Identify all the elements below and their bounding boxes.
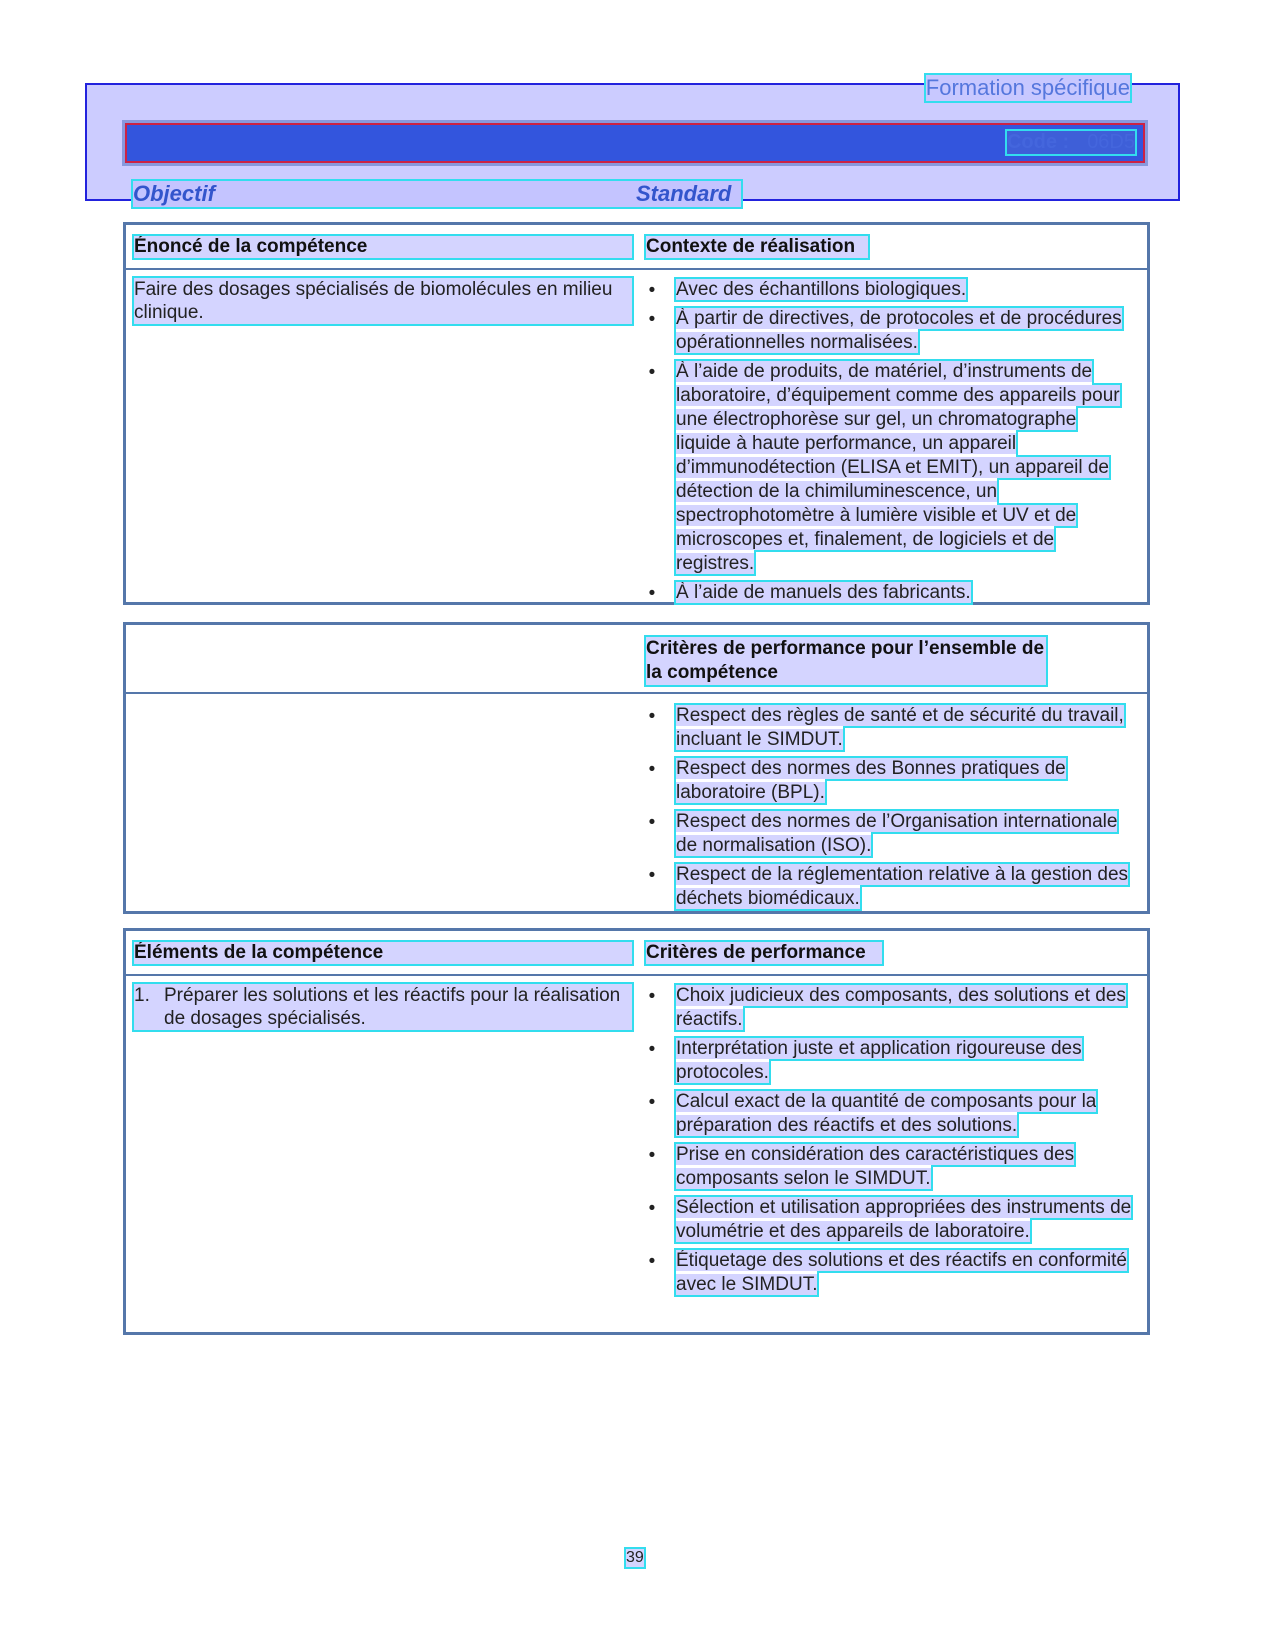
criteres-header: Critères de performance — [646, 942, 882, 964]
list-item: • Respect des règles de santé et de sécurité du travail, incluant le SIMDUT. — [648, 705, 1124, 750]
list-item: • À l’aide de manuels des fabricants. — [648, 582, 971, 604]
code-value: 06D5 — [1087, 131, 1135, 153]
list-item: • À partir de directives, de protocoles et de procédures opérationnelles normalisées. — [648, 308, 1122, 353]
list-item: • Respect des normes de l’Organisation internationale de normalisation (ISO). — [648, 811, 1118, 856]
enonce-text: Faire des dosages spécialisés de biomolécules en milieu clinique. — [134, 278, 632, 324]
element-1 — [134, 984, 632, 1030]
elements-header: Éléments de la compétence — [134, 942, 632, 964]
list-item: • Sélection et utilisation appropriées des instruments de volumétrie et des appareils de laboratoire. — [648, 1197, 1132, 1242]
table-header — [126, 931, 1147, 976]
objectif-heading: Objectif Standard — [133, 181, 741, 207]
element-number: 1. — [134, 985, 150, 1006]
list-item: • Calcul exact de la quantité de composants pour la préparation des réactifs et des solutions. — [648, 1091, 1097, 1136]
list-item: • Étiquetage des solutions et des réactifs en conformité avec le SIMDUT. — [648, 1250, 1127, 1295]
table-enonce — [123, 222, 1150, 605]
table-header — [126, 625, 1147, 694]
list-item: • À l’aide de produits, de matériel, d’instruments de laboratoire, d’équipement comme des appareils pour une électrophorèse sur gel, un chromatographe liquide à haute performance, un appareil d’immunodétection (ELISA et EMIT), un appareil de détection de la chimiluminescence, un spectrophotomètre à lumière visible et UV et de microscopes et, finalement, de logiciels et de registres. — [648, 361, 1120, 574]
standard-heading: Standard — [636, 181, 732, 206]
page-number: 39 — [626, 1549, 644, 1566]
criteres-ensemble-list — [646, 704, 1136, 916]
formation-title: Formation spécifique — [925, 75, 1130, 100]
element-text: Préparer les solutions et les réactifs pour la réalisation de dosages spécialisés. — [164, 985, 621, 1029]
list-item: • Prise en considération des caractéristiques des composants selon le SIMDUT. — [648, 1144, 1075, 1189]
table-elements — [123, 928, 1150, 1335]
list-item: • Avec des échantillons biologiques. — [648, 279, 967, 301]
list-item: • Respect des normes des Bonnes pratiques de laboratoire (BPL). — [648, 758, 1066, 803]
competency-code — [1007, 131, 1135, 154]
table-criteres-ensemble — [123, 622, 1150, 914]
code-bar — [125, 123, 1145, 163]
code-label: Code : — [1006, 131, 1070, 153]
list-item: • Respect de la réglementation relative à la gestion des déchets biomédicaux. — [648, 864, 1129, 909]
list-item: • Interprétation juste et application rigoureuse des protocoles. — [648, 1038, 1082, 1083]
criteres-list — [646, 984, 1136, 1302]
contexte-header: Contexte de réalisation — [646, 236, 868, 258]
criteres-ensemble-header: Critères de performance pour l’ensemble de la compétence — [646, 638, 1045, 683]
contexte-list — [646, 278, 1136, 610]
enonce-header: Énoncé de la compétence — [134, 236, 632, 258]
list-item: • Choix judicieux des composants, des solutions et des réactifs. — [648, 985, 1126, 1030]
table-header — [126, 225, 1147, 270]
